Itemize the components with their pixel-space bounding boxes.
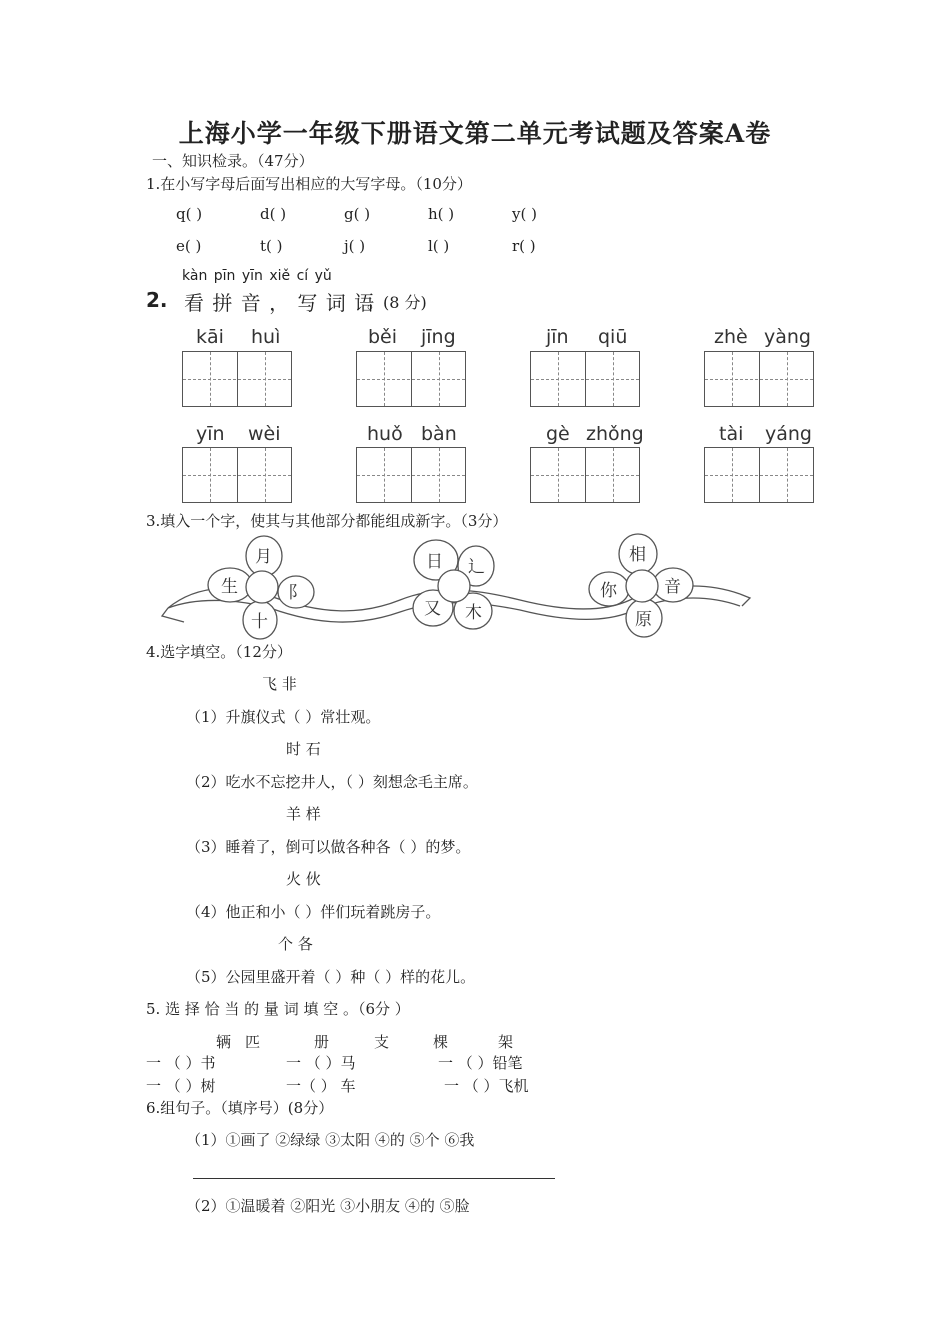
flower-char: 木: [465, 603, 482, 623]
writing-grid[interactable]: [356, 351, 466, 407]
flower-char: 日: [426, 552, 443, 572]
pinyin: huì: [251, 326, 281, 348]
flower-char: 月: [255, 547, 272, 567]
flower-char: 原: [635, 610, 652, 630]
q5-word: 匹: [245, 1033, 261, 1051]
q1-item: q( ): [176, 205, 203, 223]
flower-char: 又: [424, 599, 441, 619]
pinyin: yīn: [196, 423, 225, 445]
page-title: 上海小学一年级下册语文第二单元考试题及答案A卷: [178, 119, 772, 148]
pinyin: kāi: [196, 326, 224, 348]
q4-choices: 飞 非: [262, 675, 297, 693]
q4-choices: 个 各: [278, 935, 313, 953]
pinyin: gè: [546, 423, 570, 445]
q5-word: 辆: [216, 1033, 232, 1051]
pinyin: zhǒng: [586, 423, 644, 445]
q4-heading: 4.选字填空。（12分）: [146, 643, 292, 661]
q4-choices: 羊 样: [286, 805, 321, 823]
writing-grid[interactable]: [704, 447, 814, 503]
q4-sentence: （4）他正和小（ ）伴们玩着跳房子。: [186, 903, 441, 921]
pinyin: wèi: [248, 423, 281, 445]
pinyin: qiū: [598, 326, 628, 348]
q1-item: l( ): [428, 237, 450, 255]
pinyin: bàn: [421, 423, 457, 445]
q5-item: 一 （ ）马: [286, 1054, 356, 1072]
q6-heading: 6.组句子。（填序号）(8分）: [146, 1099, 334, 1117]
q1-item: e( ): [176, 237, 202, 255]
q4-choices: 火 伙: [286, 870, 321, 888]
q5-word: 棵: [433, 1033, 449, 1051]
flower-char: 辶: [468, 557, 485, 577]
pinyin: tài: [719, 423, 744, 445]
q5-item: 一 （ ）树: [146, 1077, 216, 1095]
pinyin: huǒ: [367, 423, 403, 445]
writing-grid[interactable]: [182, 447, 292, 503]
q5-word: 架: [498, 1033, 514, 1051]
q4-sentence: （5）公园里盛开着（ ）种（ ）样的花儿。: [186, 968, 476, 986]
q5-item: 一 （ ）铅笔: [438, 1054, 523, 1072]
q4-sentence: （1）升旗仪式（ ）常壮观。: [186, 708, 381, 726]
q1-item: j( ): [344, 237, 366, 255]
q2-number: 2.: [146, 288, 168, 312]
q1-item: g( ): [344, 205, 371, 223]
q2-pinyin-hint: kàn pīn yīn xiě cí yǔ: [182, 268, 332, 284]
flower-char: 音: [664, 577, 681, 597]
pinyin: yàng: [764, 326, 811, 348]
q1-item: h( ): [428, 205, 455, 223]
pinyin: jīn: [546, 326, 569, 348]
flower-char: 相: [629, 545, 646, 565]
q5-item: 一 （ ）书: [146, 1054, 216, 1072]
q5-heading: 5. 选 择 恰 当 的 量 词 填 空 。（6分 ）: [146, 1000, 410, 1018]
flower-ribbon-figure: [160, 530, 760, 642]
q3-heading: 3.填入一个字，使其与其他部分都能组成新字。（3分）: [146, 512, 508, 530]
q5-item: 一 （ ）飞机: [444, 1077, 529, 1095]
q1-heading: 1.在小写字母后面写出相应的大写字母。（10分）: [146, 175, 472, 193]
writing-grid[interactable]: [530, 351, 640, 407]
q5-word: 册: [314, 1033, 330, 1051]
q2-heading: 看 拼 音 ， 写 词 语: [184, 291, 376, 315]
flower-char: 你: [600, 581, 617, 601]
pinyin: jīng: [421, 326, 456, 348]
q6-item: （2）①温暖着 ②阳光 ③小朋友 ④的 ⑤脸: [186, 1197, 470, 1215]
q1-item: t( ): [260, 237, 283, 255]
flower-char: 阝: [288, 583, 305, 603]
flower-char: 生: [221, 577, 238, 597]
section-heading: 一、知识检录。（47分）: [152, 152, 314, 170]
q5-item: 一（ ） 车: [286, 1077, 356, 1095]
q4-choices: 时 石: [286, 740, 321, 758]
pinyin: zhè: [714, 326, 748, 348]
writing-grid[interactable]: [704, 351, 814, 407]
writing-grid[interactable]: [530, 447, 640, 503]
q4-sentence: （3）睡着了，倒可以做各种各（ ）的梦。: [186, 838, 471, 856]
q4-sentence: （2）吃水不忘挖井人，（ ）刻想念毛主席。: [186, 773, 478, 791]
flower-char: 十: [251, 612, 268, 632]
q1-item: r( ): [512, 237, 536, 255]
writing-grid[interactable]: [182, 351, 292, 407]
q6-item: （1）①画了 ②绿绿 ③太阳 ④的 ⑤个 ⑥我: [186, 1131, 475, 1149]
q2-score: 。(8 分): [367, 293, 427, 312]
pinyin: yáng: [765, 423, 812, 445]
answer-line[interactable]: [193, 1178, 555, 1179]
q1-item: y( ): [512, 205, 537, 223]
q5-word: 支: [374, 1033, 390, 1051]
q1-item: d( ): [260, 205, 287, 223]
writing-grid[interactable]: [356, 447, 466, 503]
pinyin: běi: [368, 326, 398, 348]
